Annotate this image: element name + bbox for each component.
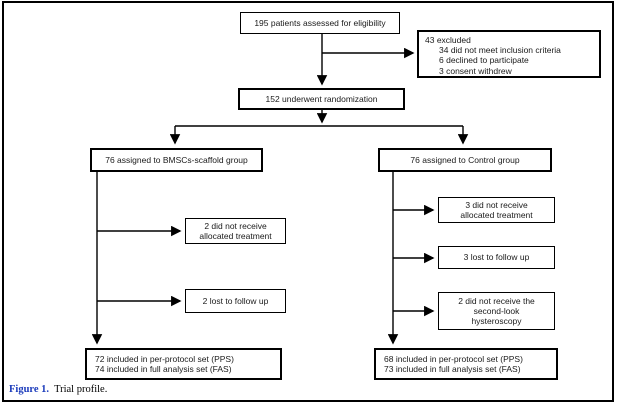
box-control-hysteroscopy: [438, 292, 555, 330]
control-hysteroscopy-line-2: second-look: [473, 305, 520, 316]
control-analysis-fas: 73 included in full analysis set (FAS): [384, 364, 521, 374]
excluded-reason-3: 3 consent withdrew: [439, 65, 512, 76]
excluded-total: 43 excluded: [425, 35, 471, 45]
control-not-received-line-1: 3 did not receive: [465, 199, 528, 210]
excluded-reason-2: 6 declined to participate: [439, 55, 529, 66]
control-hysteroscopy-line-1: 2 did not receive the: [458, 295, 535, 306]
figure-caption: [9, 384, 107, 395]
box-randomized-text: 152 underwent randomization: [265, 93, 378, 104]
box-assessed-text: 195 patients assessed for eligibility: [254, 17, 386, 28]
box-assessed: [240, 12, 400, 34]
box-bmsc-analysis: [85, 348, 282, 380]
box-control-analysis: [374, 348, 558, 380]
box-bmsc-group: [90, 148, 263, 172]
box-randomized: [238, 88, 405, 110]
box-control-not-received: [438, 197, 555, 223]
box-control-group: [378, 148, 552, 172]
figure-caption-text: Trial profile.: [54, 384, 108, 395]
control-analysis-pps: 68 included in per-protocol set (PPS): [384, 353, 523, 364]
figure-caption-label: Figure 1.: [9, 384, 50, 395]
box-excluded: [417, 30, 601, 78]
bmsc-not-received-line-1: 2 did not receive: [204, 220, 267, 231]
box-control-group-text: 76 assigned to Control group: [410, 154, 520, 165]
bmsc-analysis-fas: 74 included in full analysis set (FAS): [95, 364, 232, 374]
box-bmsc-not-received: [185, 218, 286, 244]
bmsc-analysis-pps: 72 included in per-protocol set (PPS): [95, 353, 234, 364]
box-bmsc-lost: [185, 289, 286, 313]
bmsc-lost-text: 2 lost to follow up: [202, 295, 269, 306]
box-control-lost: [438, 246, 555, 269]
control-lost-text: 3 lost to follow up: [463, 252, 530, 263]
control-not-received-line-2: allocated treatment: [460, 210, 533, 220]
box-bmsc-group-text: 76 assigned to BMSCs-scaffold group: [105, 154, 248, 165]
excluded-reason-1: 34 did not meet inclusion criteria: [439, 45, 561, 56]
bmsc-not-received-line-2: allocated treatment: [199, 231, 272, 241]
control-hysteroscopy-line-3: hysteroscopy: [471, 316, 522, 327]
